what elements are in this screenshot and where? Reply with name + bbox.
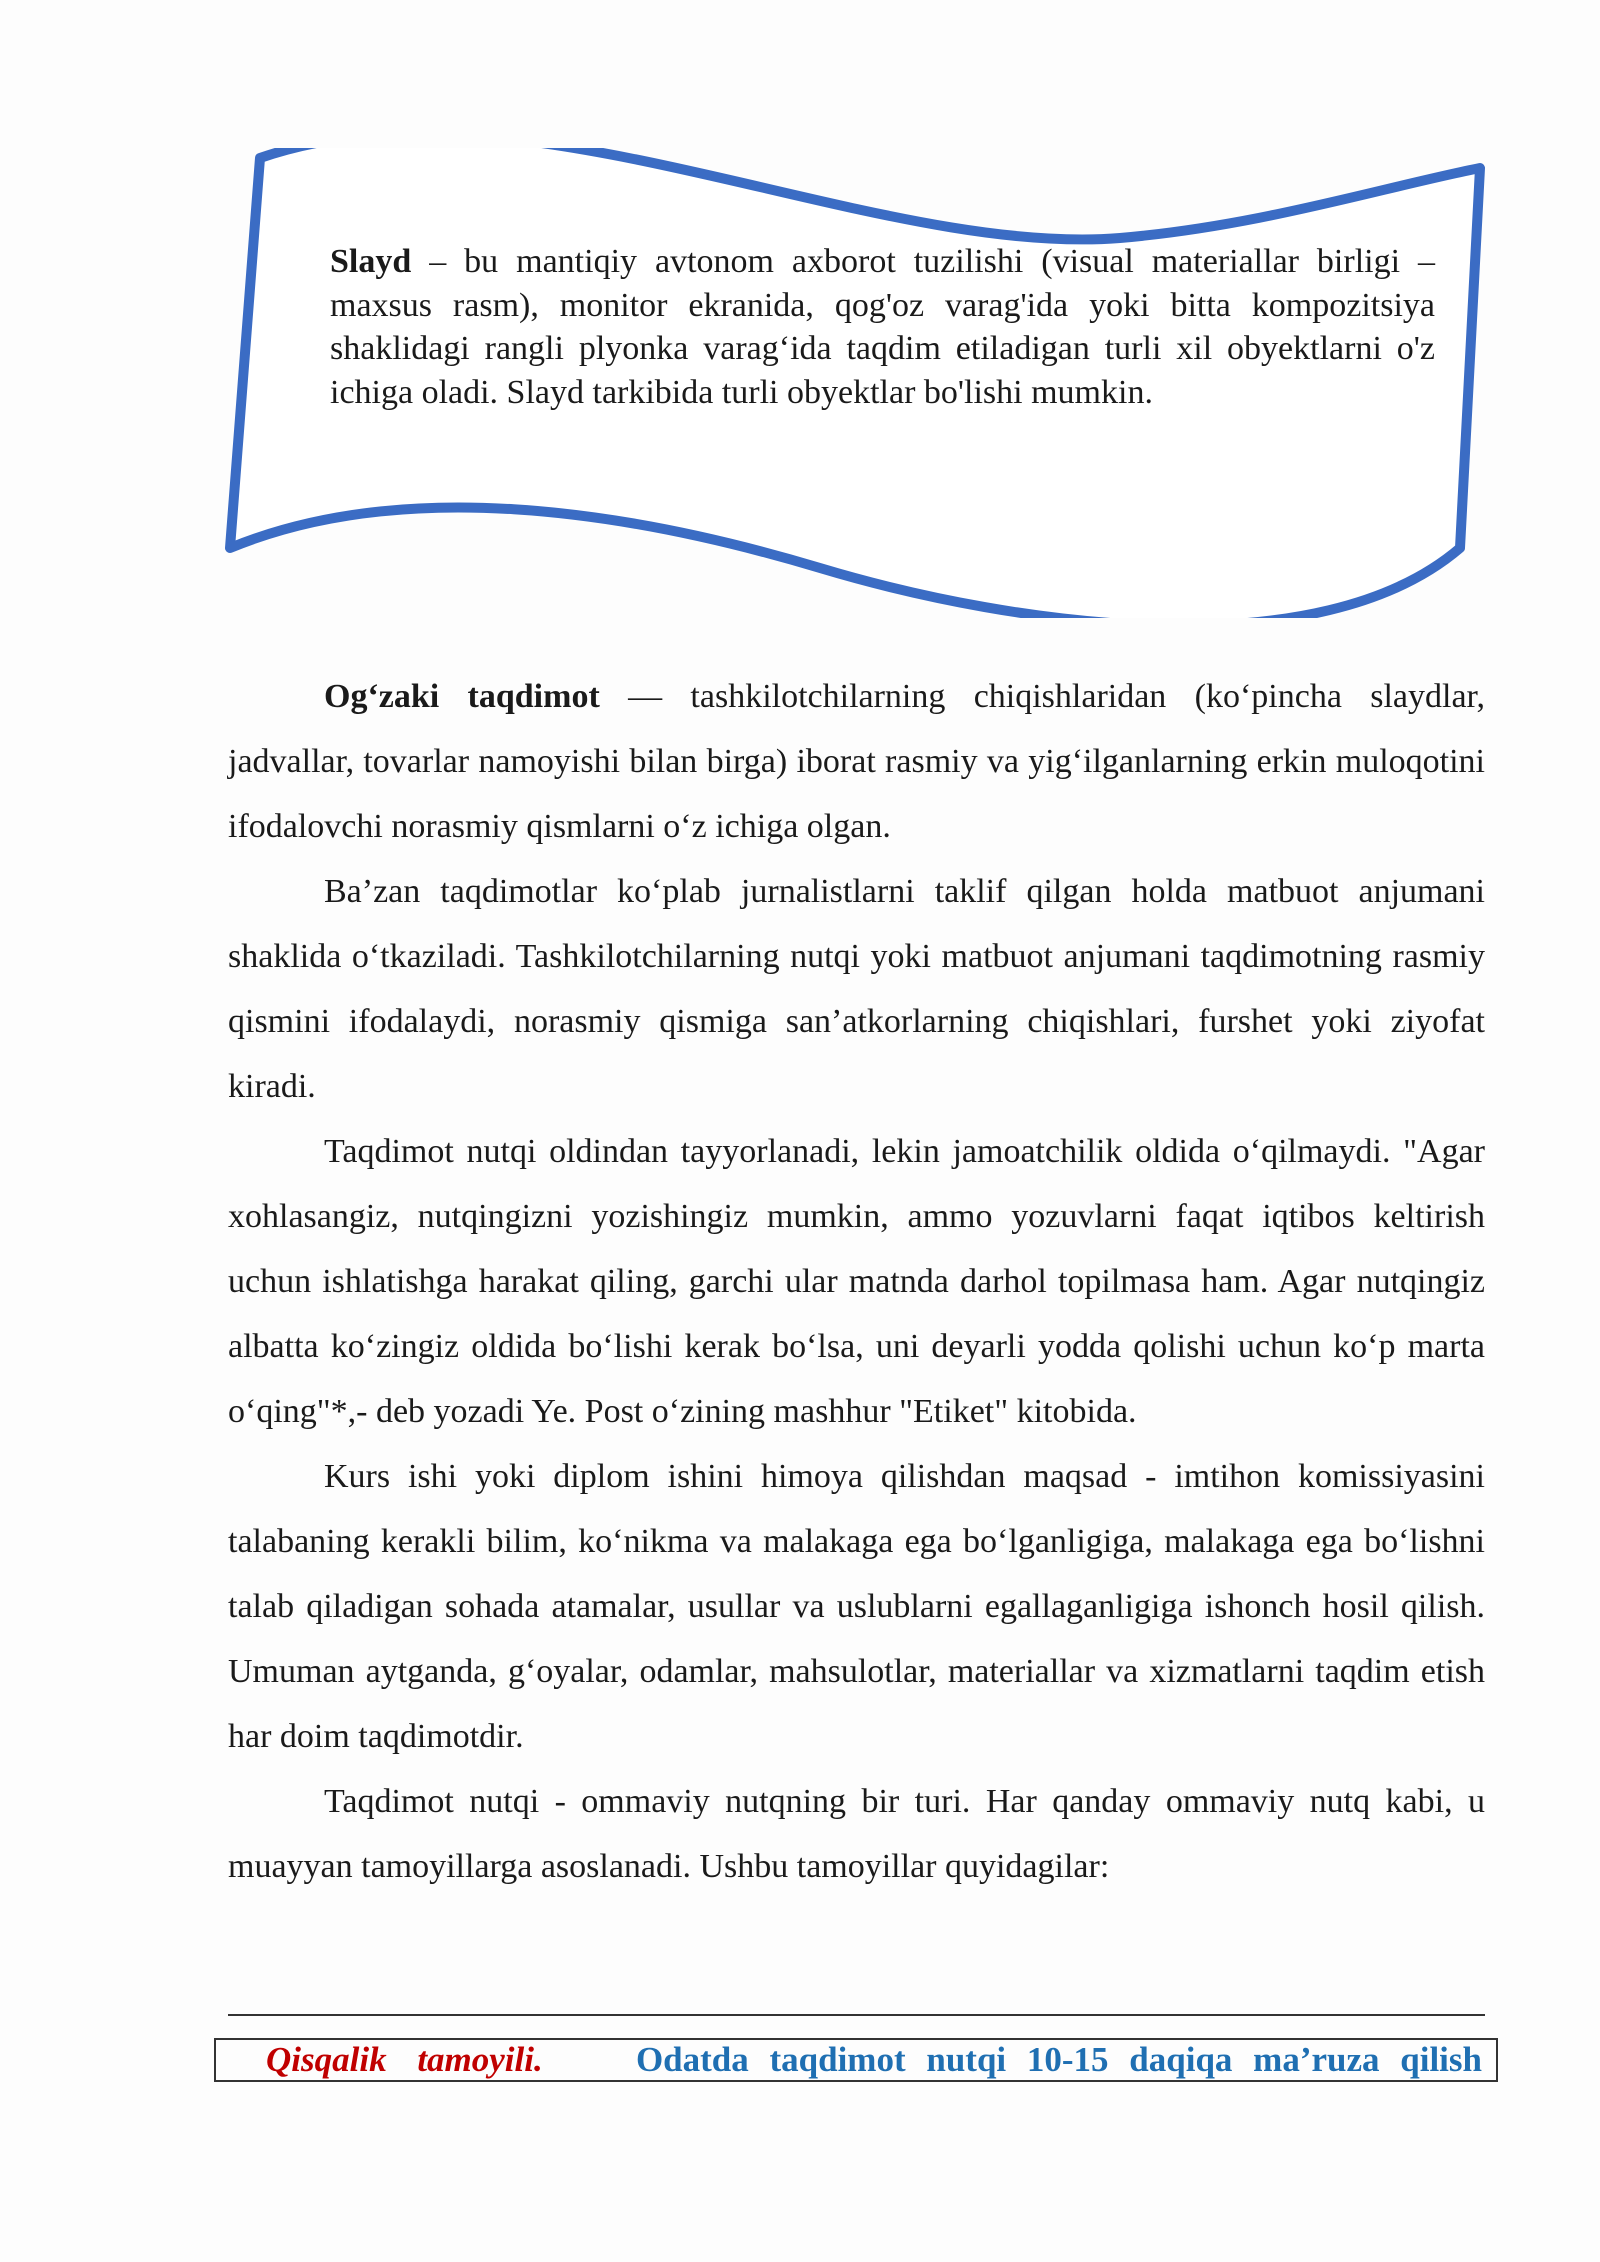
paragraph-speech-preparation: Taqdimot nutqi oldindan tayyorlanadi, lekin jamoatchilik oldida o‘qilmaydi. "Agar xohlasangiz, nutqingizni yozishingiz mumkin, ammo yozuvlarni faqat iqtibos keltirish uchun ishlatishga harakat qiling, garchi ular matnda darhol topilmasa ham. Agar nutqingiz albatta ko‘zingiz oldida bo‘lishi kerak bo‘lsa, uni deyarli yodda qolishi uchun ko‘p marta o‘qing"*,- deb yozadi Ye. Post o‘zining mashhur "Etiket" kitobida.	[228, 1133, 1485, 1430]
paragraph-press-conference: Ba’zan taqdimotlar ko‘plab jurnalistlarni taklif qilgan holda matbuot anjumani shaklida o‘tkaziladi. Tashkilotchilarning nutqi yoki matbuot anjumani taqdimotning rasmiy qismini ifodalaydi, norasmiy qismiga san’atkorlarning chiqishlari, furshet yoki ziyofat kiradi.	[228, 873, 1485, 1105]
footnote-separator	[228, 2014, 1485, 2016]
definition-term: Slayd	[330, 243, 412, 280]
paragraph-oral-presentation: Og‘zaki taqdimot — tashkilotchilarning chiqishlaridan (ko‘pincha slaydlar, jadvallar, tovarlar namoyishi bilan birga) iborat rasmiy va yig‘ilganlarning erkin muloqotini ifodalovchi norasmiy qismlarni o‘z ichiga olgan.	[228, 678, 1485, 845]
slide-definition	[330, 240, 1435, 414]
principle-title: Qisqalik tamoyili.	[266, 2040, 543, 2079]
paragraph-defense-goal: Kurs ishi yoki diplom ishini himoya qilishdan maqsad - imtihon komissiyasini talabaning kerakli bilim, ko‘nikma va malakaga ega bo‘lganligiga, malakaga ega bo‘lishni talab qiladigan sohada atamalar, usullar va uslublarni egallaganligiga ishonch hosil qilish. Umuman aytganda, g‘oyalar, odamlar, mahsulotlar, materiallar va xizmatlarni taqdim etish har doim taqdimotdir.	[228, 1458, 1485, 1755]
principle-box	[214, 2038, 1498, 2082]
main-text	[228, 664, 1485, 1899]
principle-text: Odatda taqdimot nutqi 10-15 daqiqa ma’ruza qilish	[635, 2040, 1482, 2079]
definition-body: – bu mantiqiy avtonom axborot tuzilishi (visual materiallar birligi – maxsus rasm), monitor ekranida, qog'oz varag'ida yoki bitta kompozitsiya shaklidagi rangli plyonka varag‘ida taqdim etiladigan turli xil obyektlarni o'z ichiga oladi. Slayd tarkibida turli obyektlar bo'lishi mumkin.	[330, 243, 1435, 411]
paragraph-principles-intro: Taqdimot nutqi - ommaviy nutqning bir turi. Har qanday ommaviy nutq kabi, u muayyan tamoyillarga asoslanadi. Ushbu tamoyillar quyidagilar:	[228, 1783, 1485, 1885]
paragraph-term: Og‘zaki taqdimot	[324, 678, 600, 715]
